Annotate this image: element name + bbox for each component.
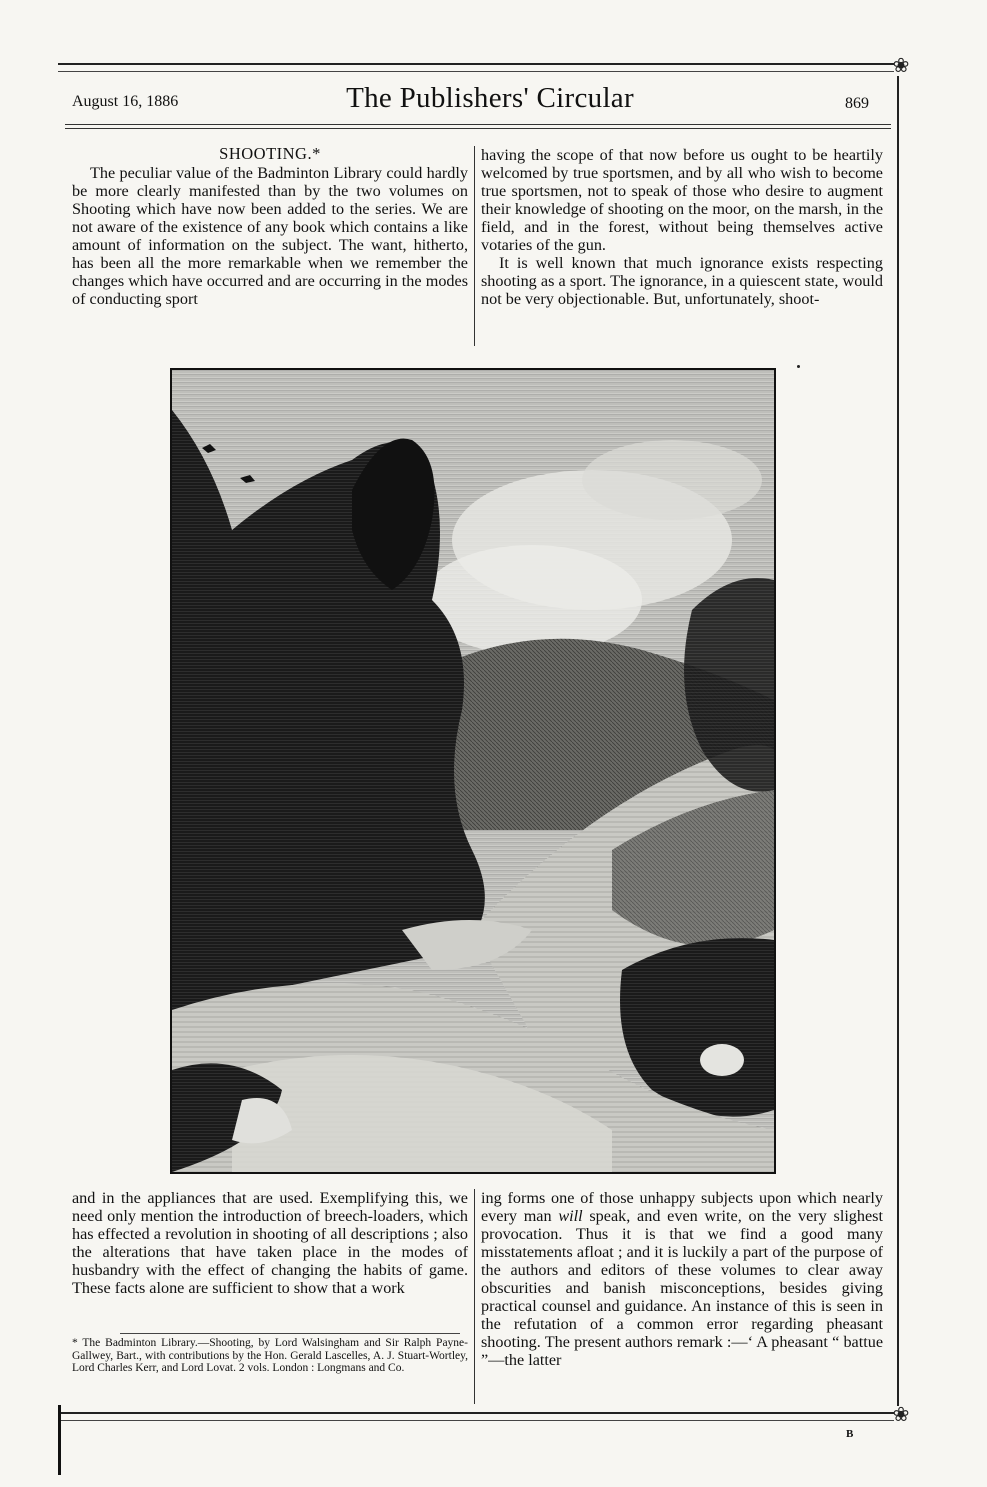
issue-date: August 16, 1886 — [72, 93, 179, 110]
masthead-title: The Publishers' Circular — [346, 82, 634, 114]
column-divider — [474, 146, 475, 346]
signature-mark: B — [846, 1428, 854, 1440]
paragraph: The peculiar value of the Badminton Library could hardly be more clearly manifested than by the two volumes on Shooting which have now been added to the series. We are not aware of the existence of any book which contains a like amount of information on the subject. The want, hitherto, has been all the more remarkable when we remember the changes which have occurred and are occurring in the modes of conducting sport — [72, 164, 468, 308]
right-border-rule — [897, 76, 899, 1406]
paragraph: having the scope of that now before us ought to be heartily welcomed by true sportsmen, and by all who wish to become true sportsmen, not to speak of those who desire to augment their knowledge of shooting on the moor, on the marsh, in the field, and in the forest, without being themselves active votaries of the gun. — [481, 146, 883, 254]
bottom-border-rule — [58, 1412, 894, 1421]
column-1-bottom — [72, 1189, 468, 1297]
speck — [797, 365, 800, 368]
footnote: * The Badminton Library.—Shooting, by Lord Walsingham and Sir Ralph Payne-Gallwey, Bart., with contributions by the Hon. Gerald Lascelles, A. J. Stuart-Wortley, Lord Charles Kerr, and Lord Lovat. 2 vols. London : Longmans and Co. — [72, 1337, 468, 1374]
column-2-top — [481, 146, 883, 308]
column-divider — [474, 1189, 475, 1404]
footnote-rule — [120, 1333, 460, 1334]
paragraph — [481, 1189, 883, 1369]
engraving-image — [172, 370, 774, 1172]
text-run: ing forms one of those unhappy subjects upon which nearly every man — [481, 1189, 883, 1225]
flower-ornament-icon: ❀ — [892, 53, 910, 77]
binding-edge — [58, 1405, 61, 1475]
column-1-top — [72, 164, 468, 308]
column-2-bottom — [481, 1189, 883, 1369]
italic-word: will — [558, 1207, 583, 1225]
article-title: SHOOTING.* — [219, 144, 321, 163]
paragraph: and in the appliances that are used. Exemplifying this, we need only mention the introduction of breech-loaders, which has effected a revolution in shooting of all descriptions ; also the alterations that have taken place in the modes of husbandry with the effect of changing the habits of game. These facts alone are sufficient to show that a work — [72, 1189, 468, 1297]
page-number: 869 — [845, 95, 869, 112]
landscape-engraving — [170, 368, 776, 1174]
header-double-rule — [65, 124, 891, 129]
text-run: speak, and even write, on the very slighest provocation. Thus it is that we find a good many misstatements afloat ; and it is luckily a part of the purpose of the authors and editors of these volumes to clear away obscurities and banish misconceptions, besides giving practical counsel and guidance. An instance of this is seen in the refutation of a common error regarding pheasant shooting. The present authors remark :—‘ A pheasant “ battue ”—the latter — [481, 1207, 883, 1369]
paragraph: It is well known that much ignorance exists respecting shooting as a sport. The ignorance, in a quiescent state, would not be very objectionable. But, unfortunately, shoot- — [481, 254, 883, 308]
flower-ornament-icon: ❀ — [892, 1402, 910, 1426]
top-border-rule — [58, 63, 894, 72]
